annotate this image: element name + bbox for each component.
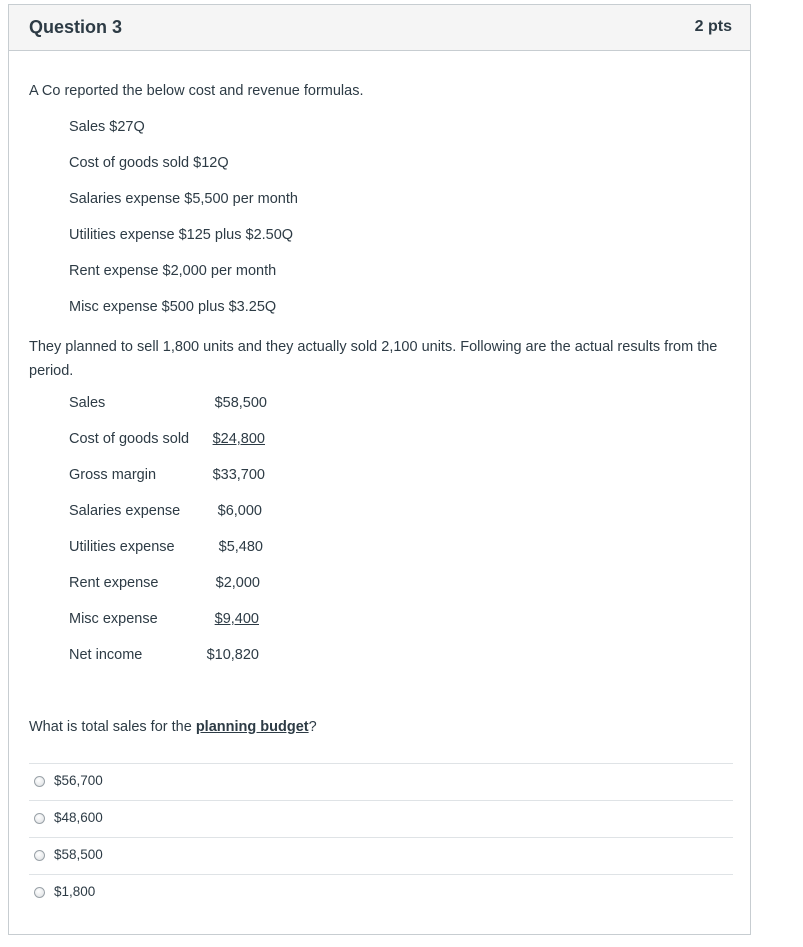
question-card	[8, 4, 751, 935]
prompt-emphasis: planning budget	[195, 719, 309, 735]
question-prompt	[29, 719, 317, 735]
result-label: Cost of goods sold	[69, 431, 190, 447]
result-value: $58,500	[214, 395, 267, 411]
radio-button[interactable]	[34, 850, 45, 861]
question-header	[9, 5, 750, 51]
result-label: Net income	[69, 647, 143, 663]
formula-sales: Sales $27Q	[69, 119, 145, 135]
radio-button[interactable]	[34, 813, 45, 824]
intro-text: A Co reported the below cost and revenue formulas.	[29, 83, 364, 99]
answer-label[interactable]: $58,500	[54, 847, 103, 862]
answer-label[interactable]: $1,800	[54, 884, 96, 899]
result-label: Salaries expense	[69, 503, 181, 519]
result-value: $9,400	[214, 611, 259, 627]
answer-label[interactable]: $48,600	[54, 810, 103, 825]
result-value: $33,700	[212, 467, 265, 483]
formula-misc: Misc expense $500 plus $3.25Q	[69, 299, 277, 315]
answer-option[interactable]	[29, 874, 733, 911]
formula-cogs: Cost of goods sold $12Q	[69, 155, 229, 171]
answer-option[interactable]	[29, 800, 733, 837]
formula-salaries: Salaries expense $5,500 per month	[69, 191, 298, 207]
result-label: Utilities expense	[69, 539, 175, 555]
answer-list	[29, 763, 733, 911]
result-label: Misc expense	[69, 611, 158, 627]
radio-button[interactable]	[34, 776, 45, 787]
scenario-paragraph: They planned to sell 1,800 units and they actually sold 2,100 units. Following are the actual results from the period.	[29, 339, 718, 379]
answer-option[interactable]	[29, 837, 733, 874]
prompt-end: ?	[308, 719, 317, 735]
result-label: Rent expense	[69, 575, 159, 591]
result-value: $6,000	[217, 503, 262, 519]
result-value: $24,800	[212, 431, 265, 447]
question-points: 2 pts	[694, 18, 732, 35]
result-label: Gross margin	[69, 467, 157, 483]
question-title: Question 3	[29, 17, 123, 37]
formula-utilities: Utilities expense $125 plus $2.50Q	[69, 227, 294, 243]
radio-button[interactable]	[34, 887, 45, 898]
result-value: $2,000	[215, 575, 260, 591]
result-value: $10,820	[206, 647, 259, 663]
prompt-text: What is total sales for the	[29, 719, 196, 735]
formula-rent: Rent expense $2,000 per month	[69, 263, 277, 279]
result-label: Sales	[69, 395, 106, 411]
answer-label[interactable]: $56,700	[54, 773, 103, 788]
answer-option[interactable]	[29, 763, 733, 800]
result-value: $5,480	[218, 539, 263, 555]
